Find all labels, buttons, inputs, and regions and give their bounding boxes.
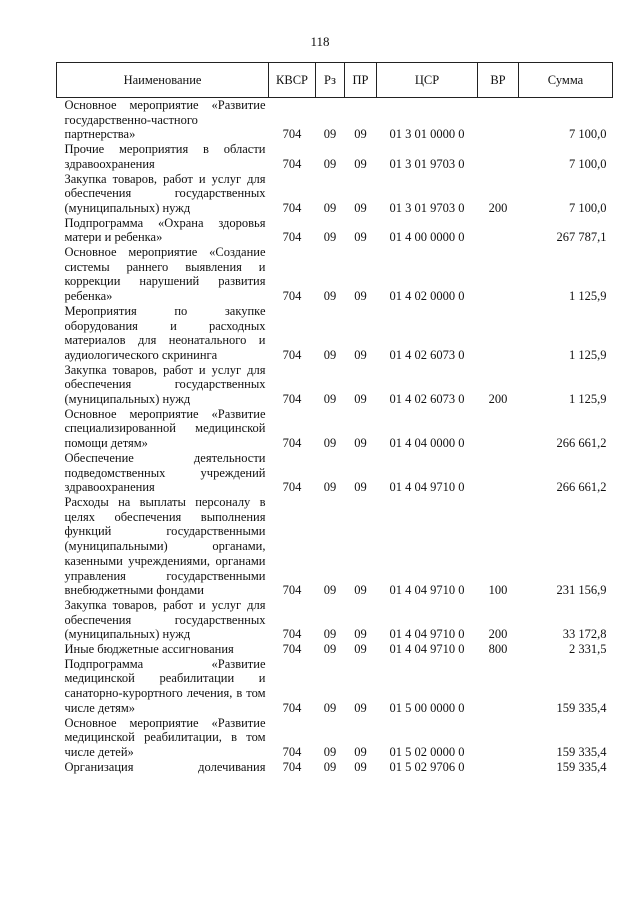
cell-name: Организация долечивания [64,759,266,774]
cell-csr: 01 4 04 9710 0 [389,642,465,657]
table-row [57,172,613,216]
cell-vr [478,657,519,716]
table-row [57,451,613,495]
cell-pr: 09 [354,200,367,215]
cell-vr [478,451,519,495]
cell-rz: 09 [323,200,337,215]
cell-kvsr: 704 [282,436,302,451]
cell-name: Основное мероприятие «Развитие специализированной медицинской помощи детям» [64,406,266,451]
cell-sum: 159 335,4 [556,744,607,759]
cell-kvsr: 704 [282,744,302,759]
cell-csr: 01 5 02 0000 0 [389,744,465,759]
cell-vr [478,760,519,775]
cell-kvsr: 704 [282,289,302,304]
budget-table [56,62,613,775]
cell-csr: 01 3 01 0000 0 [389,127,465,142]
cell-csr: 01 4 02 6073 0 [389,347,465,362]
table-row [57,216,613,245]
cell-pr: 09 [354,127,367,142]
cell-kvsr: 704 [282,200,302,215]
cell-pr: 09 [354,156,367,171]
cell-pr: 09 [354,700,367,715]
cell-pr: 09 [354,642,367,657]
table-row [57,407,613,451]
cell-vr [478,716,519,760]
cell-csr: 01 3 01 9703 0 [389,156,465,171]
cell-pr: 09 [354,759,367,774]
cell-pr: 09 [354,480,367,495]
cell-rz: 09 [323,583,337,598]
cell-pr: 09 [354,744,367,759]
cell-kvsr: 704 [282,480,302,495]
cell-name: Обеспечение деятельности подведомственных учреждений здравоохранения [64,450,266,495]
cell-kvsr: 704 [282,583,302,598]
cell-pr: 09 [354,436,367,451]
cell-kvsr: 704 [282,347,302,362]
cell-name: Иные бюджетные ассигнования [64,642,234,657]
cell-rz: 09 [323,642,337,657]
cell-name: Закупка товаров, работ и услуг для обеспечения государственных (муниципальных) нужд [64,597,266,642]
table-row [57,363,613,407]
header-kvsr: КВСР [269,63,316,98]
cell-pr: 09 [354,230,367,245]
cell-name: Прочие мероприятия в области здравоохранения [64,142,266,171]
cell-sum: 159 335,4 [556,759,607,774]
cell-rz: 09 [323,627,337,642]
table-row [57,598,613,642]
table-header [57,63,613,98]
table-row [57,495,613,598]
cell-name: Основное мероприятие «Создание системы раннего выявления и коррекции нарушений развития ребенка» [64,245,266,304]
cell-rz: 09 [323,289,337,304]
cell-pr: 09 [354,347,367,362]
cell-name: Закупка товаров, работ и услуг для обеспечения государственных (муниципальных) нужд [64,171,266,215]
cell-csr: 01 4 04 9710 0 [389,583,465,598]
cell-vr: 200 [488,627,508,642]
cell-csr: 01 4 04 9710 0 [389,627,465,642]
cell-csr: 01 5 02 9706 0 [389,759,465,774]
cell-kvsr: 704 [282,759,302,774]
cell-kvsr: 704 [282,230,302,245]
table-body [57,98,613,775]
cell-rz: 09 [323,744,337,759]
cell-rz: 09 [323,392,337,407]
cell-pr: 09 [354,627,367,642]
cell-rz: 09 [323,230,337,245]
cell-vr: 200 [488,392,508,407]
cell-rz: 09 [323,759,337,774]
cell-csr: 01 4 02 0000 0 [389,289,465,304]
header-rz: Рз [316,63,345,98]
cell-sum: 1 125,9 [569,347,607,362]
cell-vr [478,142,519,171]
cell-sum: 231 156,9 [556,583,607,598]
cell-kvsr: 704 [282,392,302,407]
cell-name: Мероприятия по закупке оборудования и расходных материалов для неонатального и аудиологического скрининга [64,303,266,362]
cell-sum: 1 125,9 [569,289,607,304]
cell-pr: 09 [354,583,367,598]
cell-vr [478,304,519,363]
cell-sum: 266 661,2 [556,436,607,451]
table-row [57,716,613,760]
table-row [57,657,613,716]
cell-kvsr: 704 [282,700,302,715]
table-row [57,642,613,657]
table-row [57,98,613,143]
cell-vr [478,216,519,245]
cell-sum: 7 100,0 [569,200,607,215]
page-number: 118 [310,34,330,49]
header-vr: ВР [478,63,519,98]
cell-name: Основное мероприятие «Развитие государственно-частного партнерства» [64,98,266,142]
cell-csr: 01 4 04 0000 0 [389,436,465,451]
cell-rz: 09 [323,127,337,142]
cell-kvsr: 704 [282,627,302,642]
cell-kvsr: 704 [282,156,302,171]
cell-rz: 09 [323,700,337,715]
header-csr: ЦСР [377,63,478,98]
cell-sum: 7 100,0 [569,156,607,171]
table-row [57,245,613,304]
cell-sum: 33 172,8 [562,627,607,642]
cell-sum: 2 331,5 [569,642,607,657]
cell-name: Расходы на выплаты персоналу в целях обеспечения выполнения функций государственными (муниципальными) органами, казенными учреждениями, органами управления государственными внебюджетными фондами [64,494,266,598]
header-sum: Сумма [519,63,613,98]
cell-vr [478,245,519,304]
cell-vr: 800 [488,642,508,657]
cell-kvsr: 704 [282,642,302,657]
cell-vr [478,98,519,143]
cell-name: Закупка товаров, работ и услуг для обеспечения государственных (муниципальных) нужд [64,362,266,407]
cell-csr: 01 4 00 0000 0 [389,230,465,245]
cell-name: Основное мероприятие «Развитие медицинской реабилитации, в том числе детей» [64,715,266,759]
cell-pr: 09 [354,289,367,304]
cell-sum: 267 787,1 [556,230,607,245]
cell-rz: 09 [323,480,337,495]
cell-kvsr: 704 [282,127,302,142]
cell-csr: 01 5 00 0000 0 [389,700,465,715]
table-row [57,142,613,171]
cell-csr: 01 4 04 9710 0 [389,480,465,495]
cell-vr [478,407,519,451]
cell-pr: 09 [354,392,367,407]
cell-rz: 09 [323,156,337,171]
cell-sum: 266 661,2 [556,480,607,495]
cell-csr: 01 3 01 9703 0 [389,200,465,215]
cell-sum: 7 100,0 [569,127,607,142]
cell-vr: 200 [488,200,508,215]
header-name: Наименование [57,63,269,98]
header-pr: ПР [345,63,377,98]
table-row [57,304,613,363]
cell-name: Подпрограмма «Развитие медицинской реабилитации и санаторно-курортного лечения, в том числе детям» [64,656,266,715]
table-row [57,760,613,775]
cell-rz: 09 [323,347,337,362]
cell-vr: 100 [488,583,508,598]
cell-sum: 1 125,9 [569,392,607,407]
cell-rz: 09 [323,436,337,451]
cell-csr: 01 4 02 6073 0 [389,392,465,407]
cell-name: Подпрограмма «Охрана здоровья матери и ребенка» [64,215,266,245]
cell-sum: 159 335,4 [556,700,607,715]
